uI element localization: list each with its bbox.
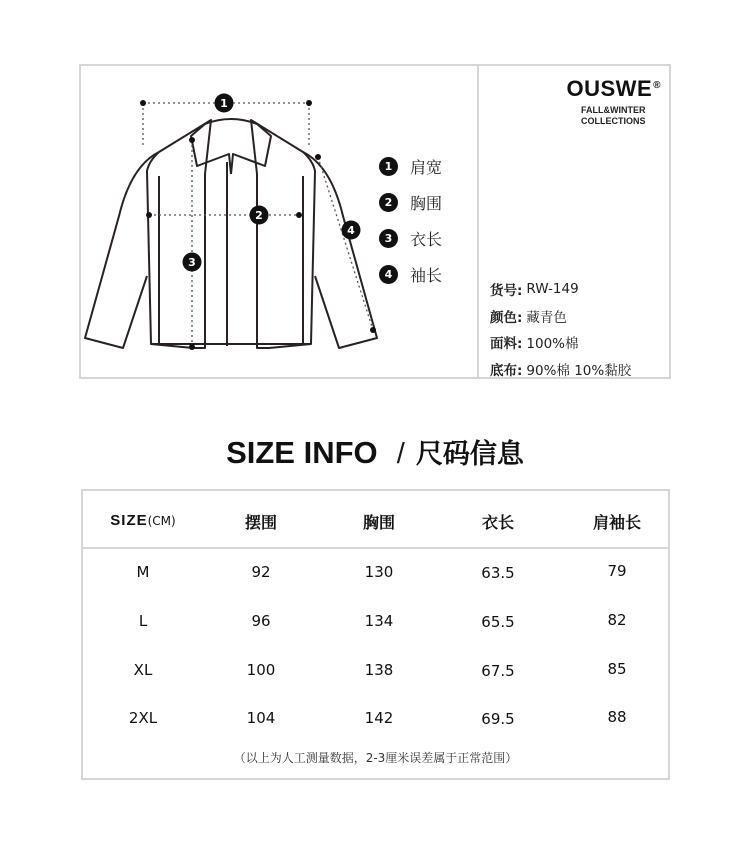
registered-mark: ®	[653, 79, 661, 91]
table-cell: 67.5	[481, 662, 515, 680]
table-row-size: M	[136, 563, 150, 581]
jacket-collar-right	[231, 124, 271, 174]
guide-dot	[189, 344, 195, 350]
info-label: 颜色:	[490, 309, 523, 326]
info-label: 底布:	[490, 362, 523, 379]
jacket-collar-left	[191, 124, 231, 174]
product-diagram-panel	[79, 64, 671, 379]
brand-tagline	[581, 105, 661, 127]
table-cell: 65.5	[481, 613, 515, 631]
guide-dot	[146, 212, 152, 218]
info-value: 藏青色	[526, 309, 567, 326]
column-header-chest: 胸围	[362, 513, 395, 532]
brand-tagline-line1: FALL&WINTER	[581, 105, 646, 115]
size-title-english: SIZE INFO	[226, 435, 378, 470]
legend-number-icon: 1	[379, 157, 398, 176]
info-label: 面料:	[490, 336, 523, 353]
marker-1-label: 1	[220, 97, 228, 110]
info-row-item-number	[490, 276, 631, 303]
info-row-fabric	[490, 329, 631, 356]
brand-tagline-line2: COLLECTIONS	[581, 116, 646, 126]
marker-4-label: 4	[347, 224, 355, 237]
jacket-collar-band	[205, 119, 257, 124]
legend-label: 胸围	[410, 193, 443, 213]
legend-label: 衣长	[410, 229, 443, 249]
brand-block	[541, 76, 661, 127]
table-cell: 92	[251, 563, 271, 581]
size-column-header: SIZE(CM)	[110, 512, 176, 529]
table-row-size: L	[138, 612, 148, 630]
measurement-footnote: （以上为人工测量数据，2-3厘米误差属于正常范围）	[233, 751, 518, 765]
info-label: 货号:	[490, 283, 523, 300]
table-cell: 138	[364, 661, 394, 679]
panel-divider	[477, 66, 479, 377]
guide-dot	[140, 100, 146, 106]
legend-label: 袖长	[410, 265, 443, 285]
guide-dot	[296, 212, 302, 218]
table-cell: 104	[246, 709, 276, 727]
guide-dot	[370, 327, 376, 333]
table-cell: 69.5	[481, 710, 515, 728]
guide-dot	[189, 137, 195, 143]
info-row-color	[490, 303, 631, 330]
legend-item	[379, 184, 442, 220]
table-cell: 85	[607, 660, 627, 678]
legend-item	[379, 148, 442, 184]
table-row-size: XL	[133, 661, 153, 679]
size-table	[81, 489, 670, 780]
size-title-chinese: 尺码信息	[415, 439, 524, 470]
brand-logo: OUSWE®	[566, 76, 661, 101]
table-cell: 88	[607, 708, 627, 726]
marker-2-label: 2	[255, 209, 263, 222]
guide-dot	[315, 154, 321, 160]
legend-number-icon: 2	[379, 193, 398, 212]
measurement-legend	[379, 148, 442, 292]
size-title-separator: /	[396, 438, 405, 470]
guide-dot	[306, 100, 312, 106]
table-cell: 79	[607, 562, 627, 580]
legend-number-icon: 4	[379, 265, 398, 284]
marker-3-label: 3	[188, 256, 196, 269]
legend-item	[379, 220, 442, 256]
info-value: 90%棉 10%黏胶	[526, 362, 632, 379]
column-header-shoulder-sleeve: 肩袖长	[592, 513, 641, 532]
column-header-hem: 摆围	[244, 513, 277, 532]
table-cell: 134	[364, 612, 394, 630]
legend-item	[379, 256, 442, 292]
table-cell: 100	[246, 661, 276, 679]
header-divider	[83, 547, 668, 549]
table-cell: 63.5	[481, 564, 515, 582]
column-header-length: 衣长	[481, 513, 514, 532]
table-cell: 142	[364, 709, 394, 727]
table-cell: 82	[607, 611, 627, 629]
table-cell: 96	[251, 612, 271, 630]
legend-number-icon: 3	[379, 229, 398, 248]
legend-label: 肩宽	[410, 157, 443, 177]
product-info	[490, 276, 631, 382]
table-row-size: 2XL	[128, 709, 158, 727]
info-row-lining	[490, 356, 631, 383]
info-value: 100%棉	[526, 336, 579, 353]
sleeve-guide-line	[318, 157, 373, 330]
size-info-heading	[0, 432, 750, 471]
info-value: RW-149	[526, 281, 579, 298]
table-cell: 130	[364, 563, 394, 581]
jacket-outline	[85, 119, 377, 348]
